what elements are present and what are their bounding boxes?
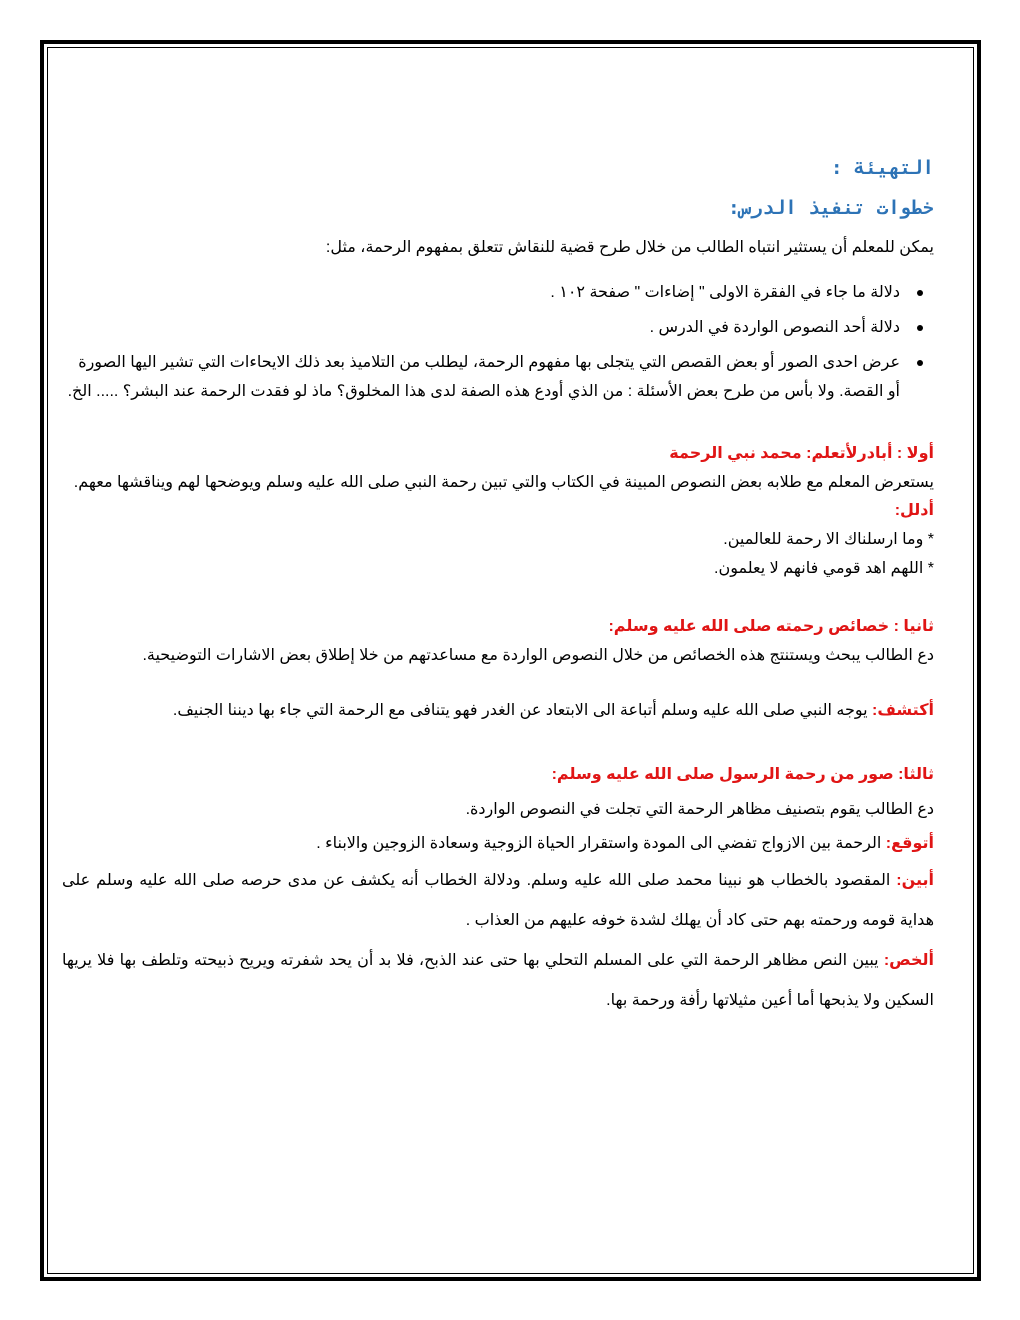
expect-text: الرحمة بين الازواج تفضي الى المودة واستقرار الحياة الزوجية وسعادة الزوجين والابناء .: [316, 835, 886, 852]
discover-paragraph: [62, 696, 934, 725]
section-heading: أولا : أبادرلأتعلم: محمد نبي الرحمة: [669, 445, 934, 462]
summary-text: يبين النص مظاهر الرحمة التي على المسلم التحلي بها حتى عند الذبح، فلا بد أن يحد شفرته ويريح ذبيحته وتلطف بها فلا يريها السكين ولا يذبحها أما أعين مثيلاتها رأفة ورحمة بها.: [62, 952, 934, 1009]
section-heading: ثانيا : خصائص رحمته صلى الله عليه وسلم:: [608, 618, 934, 635]
summary-label: ألخص:: [883, 952, 934, 969]
section-first: [62, 440, 934, 583]
section-heading: ثالثا: صور من رحمة الرسول صلى الله عليه وسلم:: [551, 766, 934, 783]
discussion-list: [62, 278, 934, 406]
list-item: دلالة أحد النصوص الواردة في الدرس .: [62, 313, 900, 342]
expect-paragraph: [62, 827, 934, 861]
summary-paragraph: [62, 941, 934, 1021]
section-text: يستعرض المعلم مع طلابه بعض النصوص المبينة في الكتاب والتي تبين رحمة النبي صلى الله عليه وسلم ويوضحها لهم ويناقشها معهم.: [73, 474, 934, 491]
list-item: دلالة ما جاء في الفقرة الاولى " إضاءات " صفحة ١٠٢ .: [62, 278, 900, 307]
section-text: دع الطالب يقوم بتصنيف مظاهر الرحمة التي تجلت في النصوص الواردة.: [465, 801, 934, 818]
explain-label: أبين:: [896, 872, 934, 889]
discover-label: أكتشف:: [872, 702, 934, 719]
document-body: [62, 150, 934, 1021]
section-third: [62, 761, 934, 1021]
expect-label: أتوقع:: [885, 835, 934, 852]
evidence-item: * وما ارسلناك الا رحمة للعالمين.: [723, 531, 934, 548]
lesson-steps-heading: خطوات تنفيذ الدرس:: [728, 197, 934, 219]
preparation-heading: التهيئة :: [831, 157, 934, 179]
explain-paragraph: [62, 861, 934, 941]
evidence-label: أدلل:: [894, 502, 934, 519]
section-second: [62, 613, 934, 670]
section-text: دع الطالب يبحث ويستنتج هذه الخصائص من خلال النصوص الواردة مع مساعدتهم من خلا إطلاق بعض الاشارات التوضيحية.: [142, 647, 934, 664]
explain-text: المقصود بالخطاب هو نبينا محمد صلى الله عليه وسلم. ودلالة الخطاب أنه يكشف عن مدى حرصه صلى الله عليه وسلم على هداية قومه ورحمته بهم حتى كاد أن يهلك لشدة خوفه عليهم من العذاب .: [62, 872, 934, 929]
list-item: عرض احدى الصور أو بعض القصص التي يتجلى بها مفهوم الرحمة، ليطلب من التلاميذ بعد ذلك الايحاءات التي تشير اليها الصورة أو القصة. ولا بأس من طرح بعض الأسئلة : من الذي أودع هذه الصفة لدى هذا المخلوق؟ ماذ لو فقدت الرحمة عند البشر؟ ..... الخ.: [62, 348, 900, 406]
evidence-item: * اللهم اهد قومي فانهم لا يعلمون.: [714, 560, 934, 577]
intro-paragraph: يمكن للمعلم أن يستثير انتباه الطالب من خلال طرح قضية للنقاش تتعلق بمفهوم الرحمة، مثل:: [325, 239, 934, 256]
discover-text: يوجه النبي صلى الله عليه وسلم أتباعة الى الابتعاد عن الغدر فهو يتنافى مع الرحمة التي جاء بها ديننا الجنيف.: [172, 702, 873, 719]
